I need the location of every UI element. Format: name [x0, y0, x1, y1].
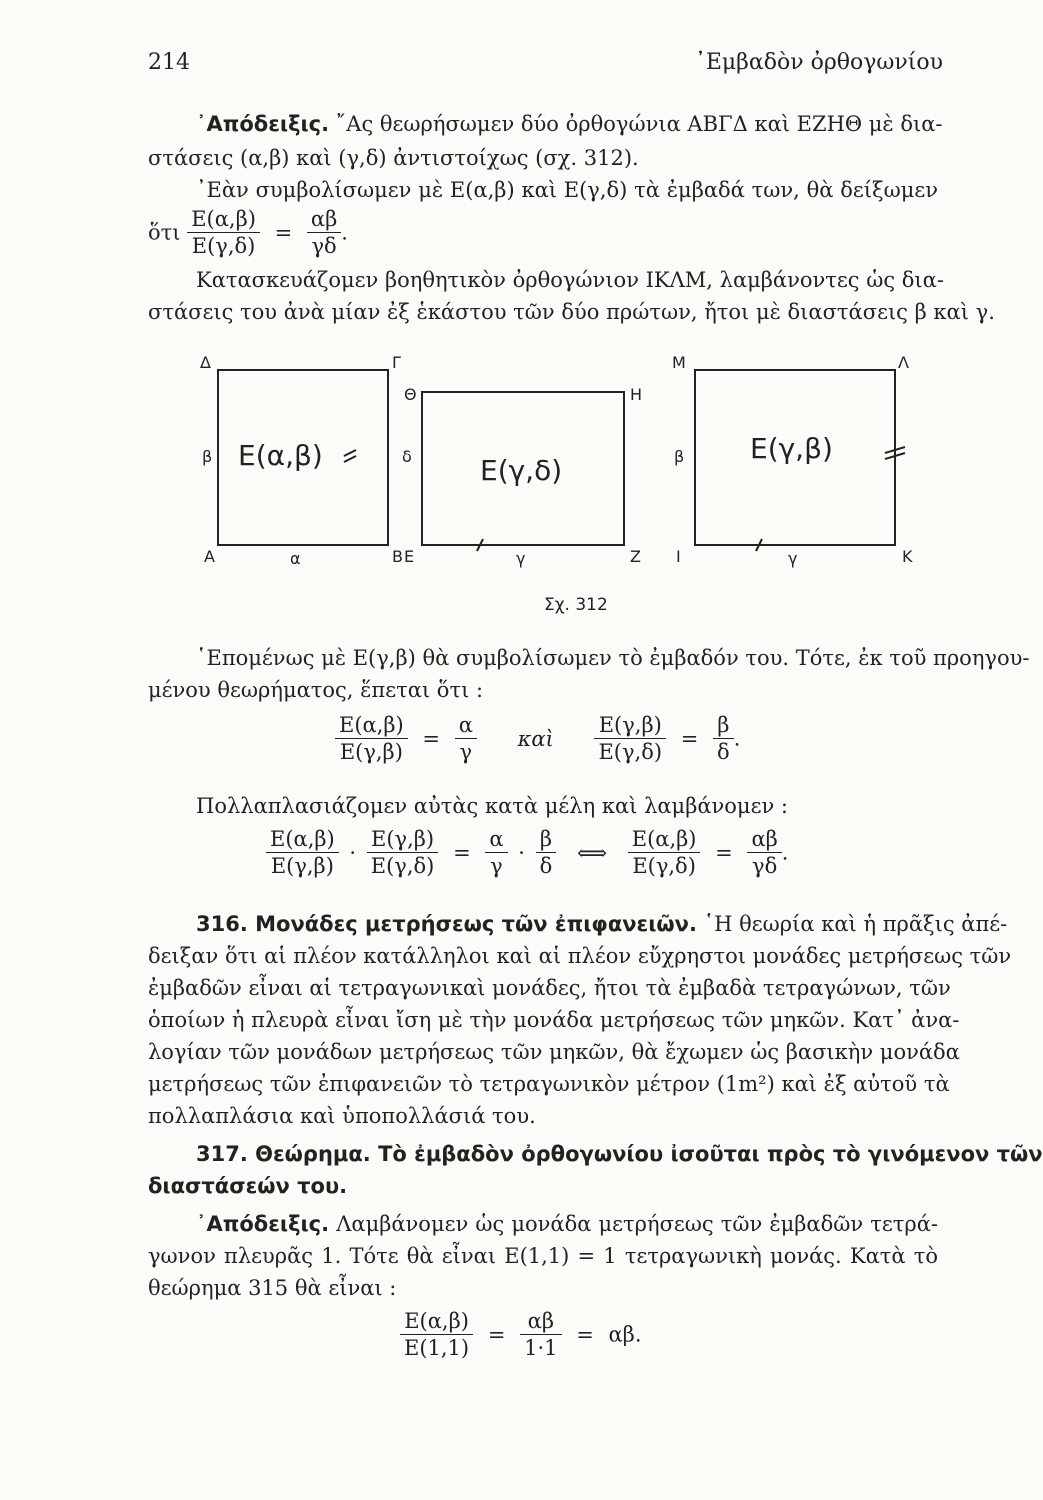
label-side-b: β: [202, 447, 213, 466]
proof1-line2: στάσεις (α,β) καὶ (γ,δ) ἀντιστοίχως (σχ. 312).: [148, 146, 639, 170]
proof-label: ᾽Απόδειξις.: [196, 112, 330, 136]
label-Z: Ζ: [630, 547, 641, 566]
sec316-line4: ὁποίων ἡ πλευρὰ εἶναι ἴση μὲ τὴν μονάδα μετρήσεως τῶν μηκῶν. Κατ᾽ ἀνα-: [148, 1008, 960, 1032]
sec316-line6: μετρήσεως τῶν ἐπιφανειῶν τὸ τετραγωνικὸν μέτρον (1m²) καὶ ἐξ αὐτοῦ τὰ: [148, 1072, 950, 1096]
area-ab: Ε(α,β): [238, 439, 323, 472]
sec317-title-line2: διαστάσεών του.: [148, 1174, 348, 1198]
after-line1: ῾Επομένως μὲ Ε(γ,β) θὰ συμβολίσωμεν τὸ ἐμβαδόν του. Τότε, ἐκ τοῦ προηγου-: [196, 646, 1030, 670]
sec317-line2: γωνον πλευρᾶς 1. Τότε θὰ εἶναι Ε(1,1) = 1 τετραγωνικὴ μονάς. Κατὰ τὸ: [148, 1244, 938, 1268]
label-B: Β: [392, 547, 403, 566]
proof1-line6: στάσεις του ἀνὰ μίαν ἐξ ἑκάστου τῶν δύο πρώτων, ἤτοι μὲ διαστάσεις β καὶ γ.: [148, 300, 995, 324]
sec316-line1: 316. Μονάδες μετρήσεως τῶν ἐπιφανειῶν. ῾Η θεωρία καὶ ἡ πρᾶξις ἀπέ-: [196, 912, 1008, 936]
label-I: Ι: [676, 547, 681, 566]
label-side-g: γ: [516, 549, 526, 568]
area-gd: Ε(γ,δ): [480, 454, 563, 487]
label-L: Λ: [898, 353, 909, 372]
figure-312: [190, 350, 940, 620]
label-E: Ε: [404, 547, 415, 566]
sec316-line5: λογίαν τῶν μονάδων μετρήσεως τῶν μηκῶν, θὰ ἔχωμεν ὡς βασικὴν μονάδα: [148, 1040, 960, 1064]
sec316-line3: ἐμβαδῶν εἶναι αἱ τετραγωνικαὶ μονάδες, ἤτοι τὰ ἐμβαδὰ τετραγώνων, τῶν: [148, 976, 951, 1000]
sec317-title-line1: 317. Θεώρημα. Τὸ ἐμβαδὸν ὀρθογωνίου ἰσοῦται πρὸς τὸ γινόμενον τῶν: [196, 1142, 1043, 1166]
proof1-line1: ᾽Απόδειξις. ῎Ας θεωρήσωμεν δύο ὀρθογώνια ΑΒΓΔ καὶ ΕΖΗΘ μὲ δια-: [196, 112, 943, 136]
page-number: 214: [148, 50, 190, 75]
label-side-d: δ: [402, 447, 412, 466]
proof1-line5: Κατασκευάζομεν βοηθητικὸν ὀρθογώνιον ΙΚΛΜ, λαμβάνοντες ὡς δια-: [196, 268, 944, 292]
label-G: Γ: [392, 353, 401, 372]
area-equation: $\frac{E(\alpha,\beta)}{E(1,1)}$ = $\frac{\alpha\beta}{1\cdot 1}$ = αβ.: [400, 1308, 642, 1361]
after-line2: μένου θεωρήματος, ἕπεται ὅτι :: [148, 678, 484, 702]
sec316-line2: δειξαν ὅτι αἱ πλέον κατάλληλοι καὶ αἱ πλέον εὔχρηστοι μονάδες μετρήσεως τῶν: [148, 944, 1012, 968]
label-TH: Θ: [404, 385, 417, 404]
label-side-g2: γ: [788, 549, 798, 568]
ratio-equation: ὅτι $\frac{E(\alpha,\beta)}{E(\gamma,\delta)}$ = $\frac{\alpha\beta}{\gamma\delta}$ .: [148, 207, 348, 258]
area-gb: Ε(γ,β): [750, 432, 833, 465]
label-side-b2: β: [674, 447, 685, 466]
equation-pair: $\frac{E(\alpha,\beta)}{E(\gamma,\beta)}$ = $\frac{\alpha}{\gamma}$ καὶ $\frac{E(\gamma,\beta)}{E(\gamma,\delta)}$ = $\frac{\beta}{\delta}$ .: [335, 712, 740, 765]
after-line3: Πολλαπλασιάζομεν αὐτὰς κατὰ μέλη καὶ λαμβάνομεν :: [196, 794, 788, 818]
figure-caption: Σχ. 312: [544, 595, 608, 615]
label-A: Α: [204, 547, 215, 566]
proof2-label: ᾽Απόδειξις.: [196, 1212, 330, 1236]
label-M: Μ: [672, 353, 686, 372]
sec317-line1: ᾽Απόδειξις. Λαμβάνομεν ὡς μονάδα μετρήσεως τῶν ἐμβαδῶν τετρά-: [196, 1212, 938, 1236]
product-equation: $\frac{E(\alpha,\beta)}{E(\gamma,\beta)}$ · $\frac{E(\gamma,\beta)}{E(\gamma,\delta)}$ = $\frac{\alpha}{\gamma}$ · $\frac{\beta}{\delta}$ ⟺ $\frac{E(\alpha,\beta)}{E(\gamma,\delta)}$ = $\frac{\alpha\beta}{\gamma\delta}$ .: [266, 826, 788, 879]
proof1-line3: ᾽Εὰν συμβολίσωμεν μὲ Ε(α,β) καὶ Ε(γ,δ) τὰ ἐμβαδά των, θὰ δείξωμεν: [196, 178, 938, 202]
running-title: ᾽Εμβαδὸν ὀρθογωνίου: [694, 50, 943, 75]
sec316-line7: πολλαπλάσια καὶ ὑποπολλάσιά του.: [148, 1104, 536, 1128]
sec316-title: 316. Μονάδες μετρήσεως τῶν ἐπιφανειῶν.: [196, 912, 697, 936]
label-K: Κ: [902, 547, 913, 566]
sec317-line3: θεώρημα 315 θὰ εἶναι :: [148, 1276, 397, 1300]
label-side-a: α: [290, 549, 301, 568]
label-D: Δ: [200, 353, 211, 372]
label-H: Η: [630, 385, 643, 404]
